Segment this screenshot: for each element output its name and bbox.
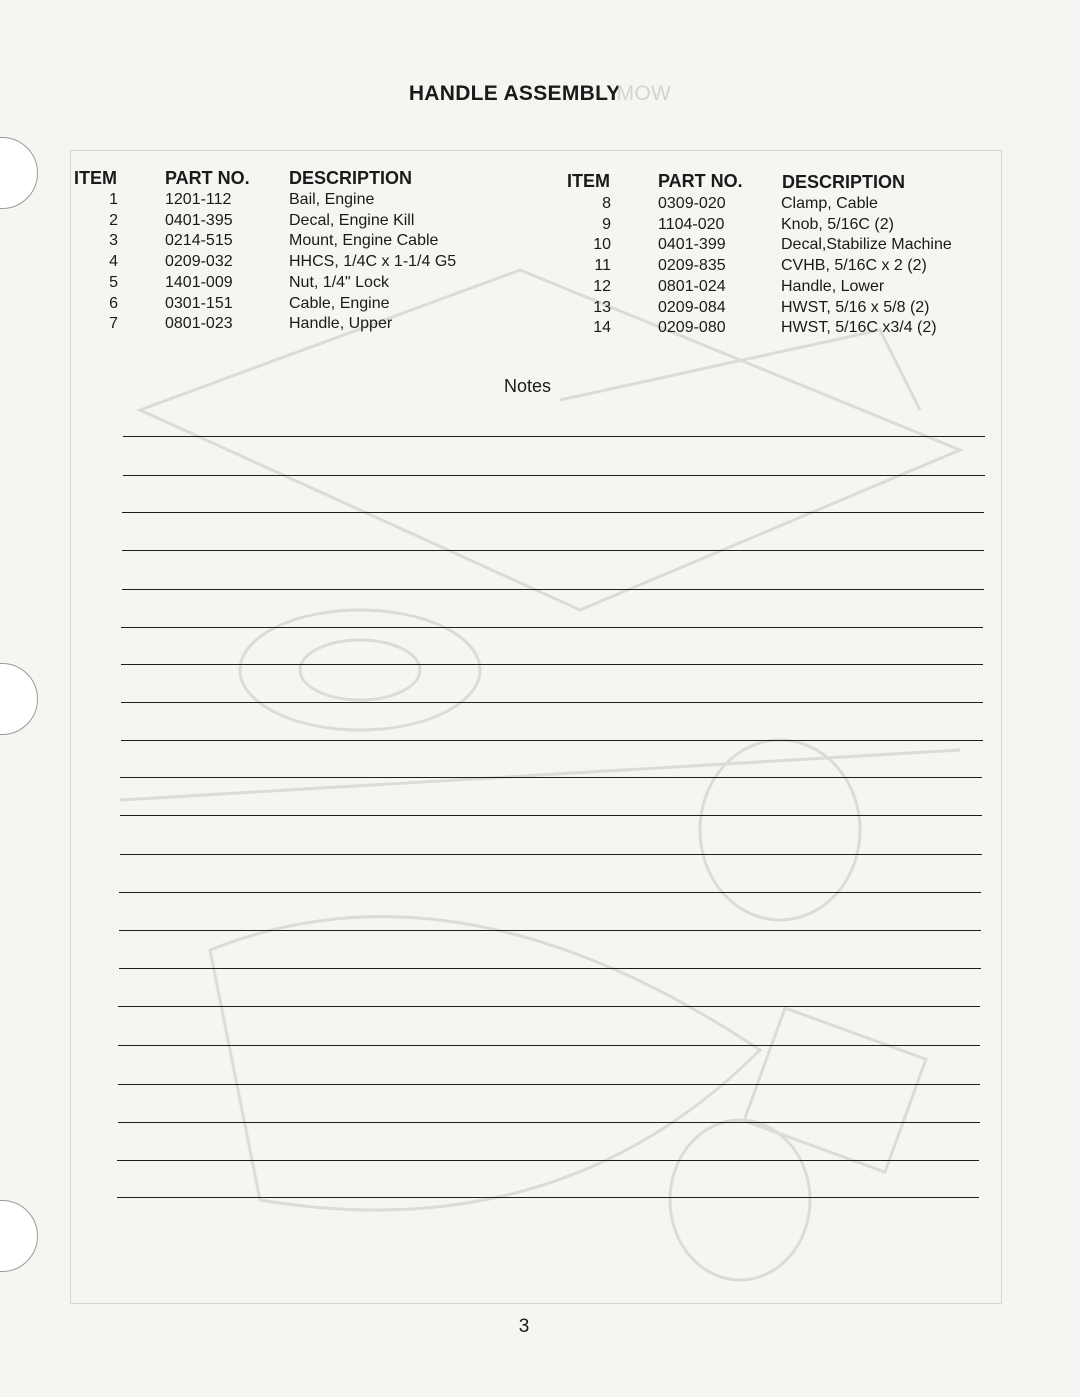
note-line [118,1006,980,1007]
note-line [120,815,982,816]
part-number: 0309-020 [658,195,726,212]
item-number: 10 [593,236,611,254]
part-number: 0801-024 [658,277,726,295]
left-header-description: DESCRIPTION [289,168,413,188]
part-number: 0301-151 [165,294,233,312]
part-description: Mount, Engine Cable [289,232,439,250]
part-description: Bail, Engine [289,191,375,208]
note-line [119,968,981,969]
part-number: 0401-395 [165,211,233,229]
item-number: 13 [593,298,611,316]
note-line [123,475,985,476]
part-description: Handle, Upper [289,315,393,333]
part-number: 0209-835 [658,257,726,275]
item-number: 5 [109,273,118,291]
page-title [0,82,1080,106]
part-description: HHCS, 1/4C x 1-1/4 G5 [289,253,457,271]
title-text: HANDLE ASSEMBLY [408,82,621,105]
note-line [122,512,984,513]
note-line [123,436,985,437]
item-number: 3 [109,232,118,250]
part-number: 0401-399 [658,236,726,254]
part-number: 0214-515 [165,232,233,250]
notes-label: Notes [503,376,552,396]
item-number: 6 [109,294,118,312]
part-description: Decal, Engine Kill [289,211,415,229]
item-number: 8 [602,195,611,212]
part-description: CVHB, 5/16C x 2 (2) [781,257,927,275]
part-number: 1104-020 [658,215,725,233]
part-description: Handle, Lower [781,277,885,295]
note-line [118,1084,980,1085]
part-description: Cable, Engine [289,294,390,312]
note-line [120,777,982,778]
title-ghost-text: MOW [616,82,672,105]
right-header-part-no: PART NO. [658,171,743,191]
note-line [121,664,983,665]
note-line [121,702,983,703]
item-number: 9 [602,215,611,233]
binder-hole-bottom [0,1200,38,1272]
right-header-description: DESCRIPTION [782,172,906,192]
binder-hole-middle [0,663,38,735]
part-description: HWST, 5/16C x3/4 (2) [781,319,937,337]
left-header-part-no: PART NO. [165,168,250,188]
part-description: HWST, 5/16 x 5/8 (2) [781,298,930,316]
page-number: 3 [518,1316,530,1337]
item-number: 14 [593,319,611,337]
note-line [117,1197,979,1198]
item-number: 2 [109,211,118,229]
item-number: 1 [109,191,118,208]
note-line [117,1160,979,1161]
part-number: 1201-112 [165,191,232,208]
note-line [119,930,981,931]
note-line [118,1122,980,1123]
part-description: Decal,Stabilize Machine [781,236,952,254]
note-line [118,1045,980,1046]
note-line [119,892,981,893]
item-number: 12 [593,277,611,295]
part-description: Clamp, Cable [781,195,878,212]
item-number: 7 [109,315,118,333]
right-header-item: ITEM [567,171,610,191]
binder-hole-top [0,137,38,209]
note-line [120,854,982,855]
note-line [121,627,983,628]
item-number: 4 [109,253,118,271]
left-header-item: ITEM [74,168,117,188]
part-description: Nut, 1/4" Lock [289,273,389,291]
note-line [122,589,984,590]
part-number: 0801-023 [165,315,233,333]
part-number: 1401-009 [165,273,233,291]
part-number: 0209-084 [658,298,726,316]
note-line [122,550,984,551]
note-line [121,740,983,741]
part-number: 0209-080 [658,319,726,337]
part-number: 0209-032 [165,253,233,271]
part-description: Knob, 5/16C (2) [781,215,894,233]
item-number: 11 [594,257,611,275]
